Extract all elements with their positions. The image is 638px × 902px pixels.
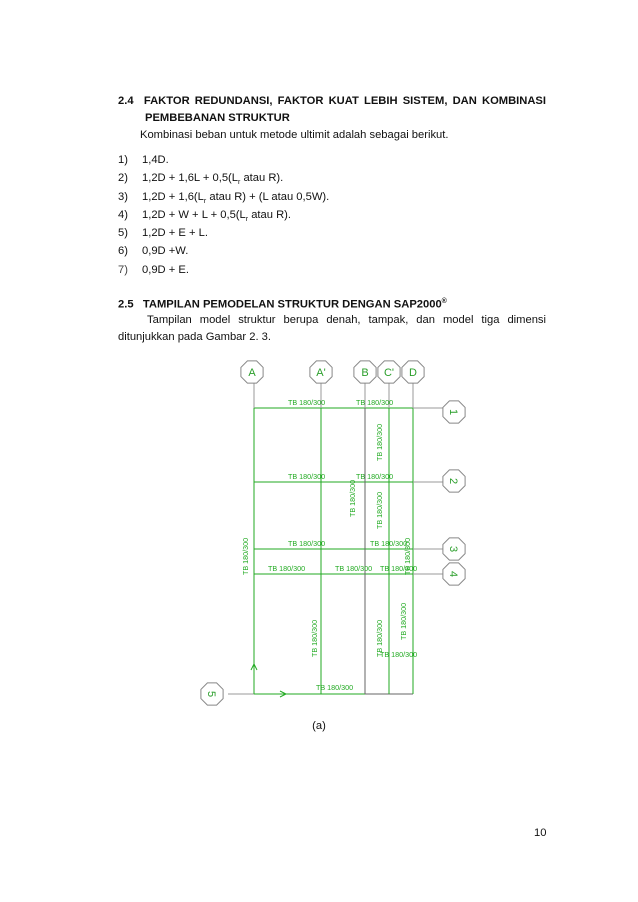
list-item: 1) 1,4D. [118, 154, 169, 166]
section-2-5-paragraph-line2: ditunjukkan pada Gambar 2. 3. [118, 331, 271, 343]
beam-label-5: TB 180/300 [316, 683, 354, 692]
list-item: 4) $1,2D + W + L + 0,5(L_r$ atau R). [118, 208, 291, 224]
section-2-4-intro: Kombinasi beban untuk metode ultimit adalah sebagai berikut. [140, 129, 449, 141]
beam-label-col-d-lower: TB 180/300 [399, 602, 408, 640]
grid-bubble-right-4: 4 [447, 570, 459, 578]
list-item: 7) 0,9D + E. [118, 263, 189, 276]
section-2-4-title-line2: PEMBEBANAN STRUKTUR [145, 112, 290, 124]
list-item: 2) $1,2D + 1,6L + 0,5(L_r$ atau R). [118, 172, 284, 187]
beam-label-2a: TB 180/300 [288, 472, 326, 481]
section-2-4-number: 2.4 [118, 95, 134, 107]
beam-label-col-c-mid: TB 180/300 [375, 491, 384, 529]
section-2-4-title-line1 [118, 94, 546, 108]
beam-label-col-a-prime: TB 180/300 [310, 619, 319, 657]
grid-bubble-top-2: A' [316, 367, 326, 379]
grid-bubble-top-3: B [361, 367, 369, 379]
beam-label-3b: TB 180/300 [370, 539, 408, 548]
beam-label-2b: TB 180/300 [356, 472, 394, 481]
load-combination-list [118, 151, 329, 279]
grid-bubble-right-2: 2 [447, 477, 459, 485]
page-number: 10 [534, 827, 547, 839]
beam-label-col-d-mid: TB 180/300 [403, 537, 412, 575]
section-2-4-title-text: FAKTOR REDUNDANSI, FAKTOR KUAT LEBIH SISTEM, DAN KOMBINASI [143, 95, 547, 107]
grid-bubble-right-1: 1 [447, 408, 459, 416]
beam-label-4c: TB 180/300 [380, 564, 418, 573]
list-item: 3) $1,2D + 1,6(L_r$ atau R) + (L atau 0,5W). [118, 190, 330, 205]
beam-label-3a: TB 180/300 [288, 539, 326, 548]
figure-caption: (a) [312, 720, 326, 732]
structural-plan-drawing [190, 357, 480, 712]
section-2-5-title-text: TAMPILAN PEMODELAN STRUKTUR DENGAN SAP2000 [142, 298, 442, 311]
beam-label-4a: TB 180/300 [268, 564, 306, 573]
beam-label-1a: TB 180/300 [288, 398, 326, 407]
beam-label-col-c-lower: TB 180/300 [375, 619, 384, 657]
grid-bubble-bottom: 5 [205, 690, 217, 698]
grid-bubble-right-3: 3 [447, 545, 459, 553]
beam-lines [228, 382, 452, 697]
beam-label-4d: TB 180/300 [380, 650, 418, 659]
beam-label-1b: TB 180/300 [356, 398, 394, 407]
section-2-5-number: 2.5 [118, 298, 134, 311]
list-item: 6) 0,9D +W. [118, 245, 189, 258]
beam-label-col-a: TB 180/300 [241, 537, 250, 575]
grid-bubble-top-1: A [248, 367, 256, 379]
section-2-5-title [118, 295, 447, 312]
beam-label-4b: TB 180/300 [335, 564, 373, 573]
registered-mark: ® [441, 298, 447, 305]
beam-label-col-b-upper: TB 180/300 [348, 479, 357, 517]
grid-bubble-top-5: D [409, 367, 417, 379]
grid-bubbles [201, 361, 465, 705]
beam-labels [241, 398, 417, 692]
beam-label-col-c-upper: TB 180/300 [375, 423, 384, 461]
list-item: 5) 1,2D + E + L. [118, 227, 208, 240]
section-2-5-paragraph-line1: Tampilan model struktur berupa denah, tampak, dan model tiga dimensi [147, 314, 546, 326]
grid-bubble-top-4: C' [383, 367, 395, 379]
